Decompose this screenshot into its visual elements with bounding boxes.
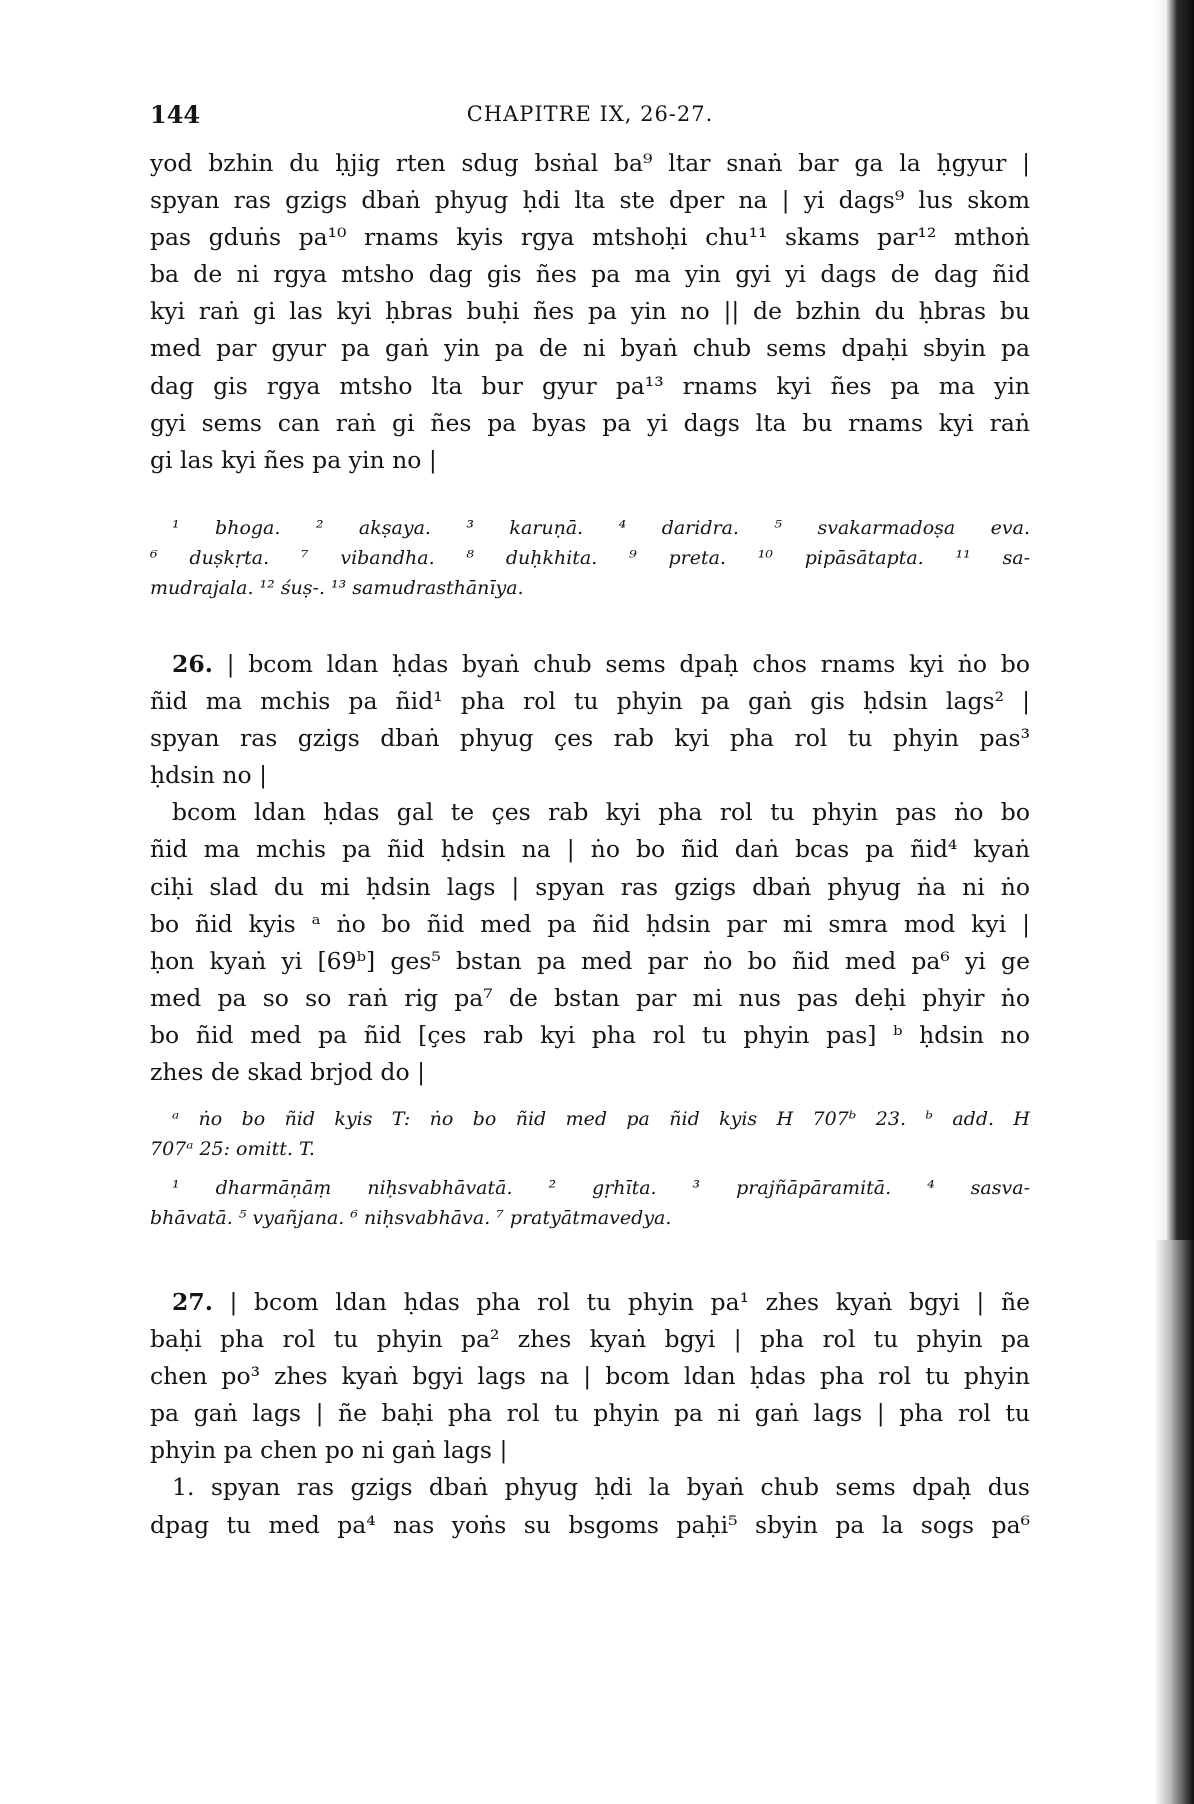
text-line: kyi raṅ gi las kyi ḥbras buḥi ñes pa yin no || de bzhin du ḥbras bu [150,297,1030,326]
text-line: | bcom ldan ḥdas pha rol tu phyin pa¹ zhes kyaṅ bgyi | ñe [212,1288,1030,1316]
text-line: bo ñid med pa ñid [çes rab kyi pha rol tu phyin pas] ᵇ ḥdsin no [150,1020,1030,1049]
text-line: bcom ldan ḥdas gal te çes rab kyi pha rol tu phyin pas ṅo bo [172,798,1030,827]
text-line: yod bzhin du ḥjig rten sdug bsṅal ba⁹ ltar snaṅ bar ga la ḥgyur | [150,149,1030,177]
text-line: ḥdsin no | [150,761,268,790]
text-line: ḥon kyaṅ yi [69ᵇ] ges⁵ bstan pa med par ṅo bo ñid med pa⁶ yi ge [150,946,1030,975]
footnote-line: ¹ bhoga. ² akṣaya. ³ karuṇā. ⁴ daridra. ⁵ svakarmadoṣa eva. [172,517,1030,539]
text-line: chen po³ zhes kyaṅ bgyi lags na | bcom ldan ḥdas pha rol tu phyin [150,1362,1030,1391]
text-line: bo ñid kyis ᵃ ṅo bo ñid med pa ñid ḥdsin par mi smra mod kyi | [150,909,1030,938]
text-line: phyin pa chen po ni gaṅ lags | [150,1436,508,1465]
footnote-line: ¹ dharmāṇāṃ niḥsvabhāvatā. ² gṛhīta. ³ prajñāpāramitā. ⁴ sasva- [172,1177,1030,1199]
intro-paragraph [150,145,1030,479]
text-line: pas gduṅs pa¹⁰ rnams kyis rgya mtshoḥi chu¹¹ skams par¹² mthoṅ [150,223,1030,252]
text-line: med pa so so raṅ rig pa⁷ de bstan par mi nus pas deḥi phyir ṅo [150,983,1030,1012]
text-line: ciḥi slad du mi ḥdsin lags | spyan ras gzigs dbaṅ phyug ṅa ni ṅo [150,872,1030,901]
text-line: spyan ras gzigs dbaṅ phyug çes rab kyi pha rol tu phyin pas³ [150,724,1030,753]
footnote-line: bhāvatā. ⁵ vyañjana. ⁶ niḥsvabhāva. ⁷ pratyātmavedya. [150,1207,672,1229]
text-line: pa gaṅ lags | ñe baḥi pha rol tu phyin pa ni gaṅ lags | pha rol tu [150,1399,1030,1428]
page-header [150,100,1030,136]
variant-line: ᵃ ṅo bo ñid kyis T: ṅo bo ñid med pa ñid kyis H 707ᵇ 23. ᵇ add. H [172,1108,1030,1130]
text-line: ñid ma mchis pa ñid ḥdsin na | ṅo bo ñid daṅ bcas pa ñid⁴ kyaṅ [150,835,1030,864]
text-line: baḥi pha rol tu phyin pa² zhes kyaṅ bgyi | pha rol tu phyin pa [150,1325,1030,1354]
section-26-footnotes [150,1173,1030,1233]
text-line: spyan ras gzigs dbaṅ phyug ḥdi lta ste dper na | yi dags⁹ lus skom [150,186,1030,215]
section-27 [150,1284,1030,1544]
text-line: ba de ni rgya mtsho dag gis ñes pa ma yin gyi yi dags de dag ñid [150,260,1030,289]
section-first-line [150,1284,1030,1321]
section-number: 26. [172,650,213,678]
text-line: dpag tu med pa⁴ nas yoṅs su bsgoms paḥi⁵ sbyin pa la sogs pa⁶ [150,1510,1030,1539]
footnote-line: ⁶ duṣkṛta. ⁷ vibandha. ⁸ duḥkhita. ⁹ preta. ¹⁰ pipāsātapta. ¹¹ sa- [150,547,1030,569]
page-edge-shadow-lower [1154,1240,1194,1804]
section-26 [150,646,1030,1091]
text-line: med par gyur pa gaṅ yin pa de ni byaṅ chub sems dpaḥi sbyin pa [150,334,1030,363]
running-title: CHAPITRE IX, 26-27. [466,102,714,126]
footnote-line: mudrajala. ¹² śuṣ-. ¹³ samudrasthānīya. [150,577,524,599]
section-26-variants [150,1104,1030,1164]
text-line: 1. spyan ras gzigs dbaṅ phyug ḥdi la byaṅ chub sems dpaḥ dus [172,1473,1030,1502]
intro-footnotes [150,513,1030,603]
variant-line: 707ᵃ 25: omitt. T. [150,1138,315,1160]
text-line: gyi sems can raṅ gi ñes pa byas pa yi dags lta bu rnams kyi raṅ [150,408,1030,437]
section-number: 27. [172,1288,213,1316]
text-line: gi las kyi ñes pa yin no | [150,445,437,474]
text-line: dag gis rgya mtsho lta bur gyur pa¹³ rnams kyi ñes pa ma yin [150,371,1030,400]
text-line: zhes de skad brjod do | [150,1058,426,1087]
text-line: | bcom ldan ḥdas byaṅ chub sems dpaḥ chos rnams kyi ṅo bo [212,650,1030,678]
section-first-line [150,646,1030,683]
text-line: ñid ma mchis pa ñid¹ pha rol tu phyin pa gaṅ gis ḥdsin lags² | [150,687,1030,716]
page-number: 144 [150,100,201,129]
